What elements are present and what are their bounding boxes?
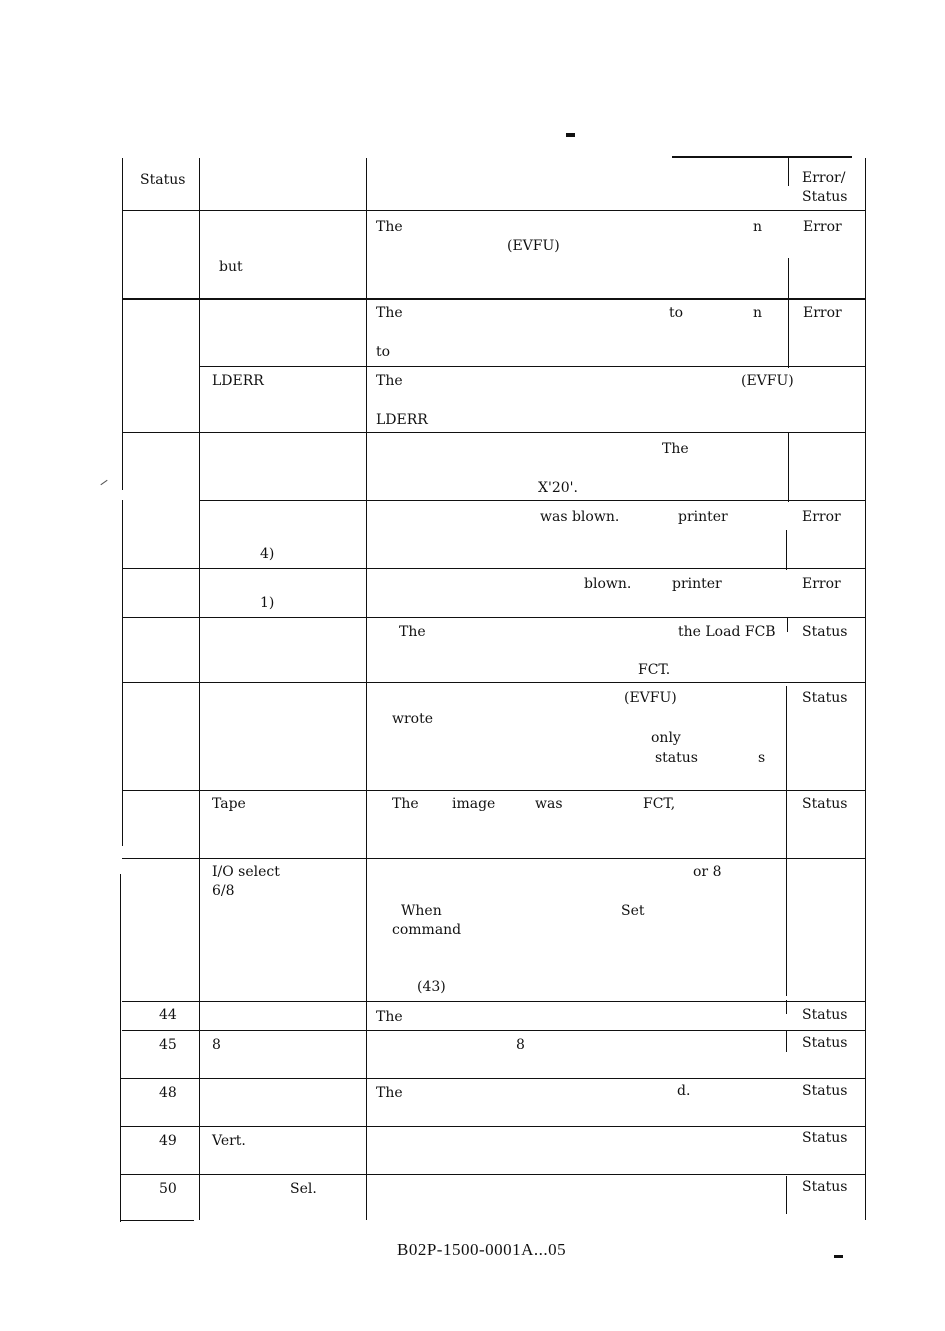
row-rule-9	[122, 790, 866, 791]
row-rule-13	[120, 1078, 866, 1079]
row-7-cell-3: Status	[802, 624, 848, 640]
row-9-cell-6: Status	[802, 796, 848, 812]
row-9-cell-2: The	[392, 796, 419, 812]
row-rule-12	[122, 1030, 866, 1031]
rule-col3e	[787, 618, 788, 632]
row-5-cell-3: Error	[802, 509, 841, 525]
rule-left	[122, 158, 123, 490]
row-8-cell-1: (EVFU)	[624, 690, 677, 706]
row-12-cell-3: 8	[516, 1037, 525, 1053]
row-10-cell-2: or 8	[693, 864, 722, 880]
row-2-cell-5: to	[376, 344, 391, 360]
row-12-cell-4: Status	[802, 1035, 848, 1051]
row-9-cell-1: Tape	[212, 796, 246, 812]
rule-col3	[788, 158, 789, 186]
row-13-cell-3: d.	[677, 1083, 691, 1099]
row-1-cell-2: n	[753, 219, 763, 235]
row-10-cell-5: Set	[621, 903, 645, 919]
row-6-cell-1: blown.	[584, 576, 632, 592]
row-1-cell-3: Error	[803, 219, 842, 235]
row-rule-10	[122, 858, 866, 859]
row-1-cell-1: The	[376, 219, 403, 235]
row-1-cell-4: (EVFU)	[507, 238, 560, 254]
row-rule-15	[120, 1174, 866, 1175]
row-3-cell-2: The	[376, 373, 403, 389]
row-8-cell-6: s	[758, 750, 766, 766]
row-3-cell-4: LDERR	[376, 412, 428, 428]
row-5-cell-2: printer	[678, 509, 728, 525]
row-15-cell-2: Sel.	[290, 1181, 317, 1197]
rule-col2	[366, 158, 367, 1220]
row-12-cell-1: 45	[159, 1037, 177, 1053]
rule-col3i	[786, 1176, 787, 1214]
row-rule-11	[122, 1001, 866, 1002]
row-8-cell-4: only	[651, 730, 681, 746]
row-5-cell-1: was blown.	[540, 509, 620, 525]
row-rule-7	[122, 617, 866, 618]
row-1-cell-5: but	[219, 259, 243, 275]
row-10-cell-1: I/O select	[212, 864, 280, 880]
rule-col3g	[786, 1000, 787, 1014]
row-10-cell-6: command	[392, 922, 462, 938]
row-6-cell-2: printer	[672, 576, 722, 592]
header-error-status-2: Status	[802, 189, 848, 205]
row-15-cell-3: Status	[802, 1179, 848, 1195]
row-13-cell-2: The	[376, 1085, 403, 1101]
row-14-cell-2: Vert.	[212, 1133, 246, 1149]
row-10-cell-3: 6/8	[212, 883, 235, 899]
rule-right	[865, 158, 866, 1220]
row-rule-8	[122, 682, 866, 683]
row-8-cell-2: Status	[802, 690, 848, 706]
rule-col3b	[788, 258, 789, 368]
row-2-cell-1: The	[376, 305, 403, 321]
row-6-cell-4: 1)	[260, 595, 275, 611]
rule-col3h	[786, 1030, 787, 1052]
margin-mark	[100, 480, 107, 485]
row-rule-6	[122, 568, 866, 569]
row-7-cell-4: FCT.	[638, 662, 671, 678]
row-12-cell-2: 8	[212, 1037, 221, 1053]
row-14-cell-3: Status	[802, 1130, 848, 1146]
row-3-cell-1: LDERR	[212, 373, 264, 389]
rule-left-3	[120, 874, 121, 1222]
header-error-status-1: Error/	[802, 170, 846, 186]
header-dash-mark	[566, 133, 575, 137]
row-8-cell-3: wrote	[392, 711, 434, 727]
row-14-cell-1: 49	[159, 1133, 177, 1149]
row-9-cell-3: image	[452, 796, 496, 812]
row-rule-14	[120, 1126, 866, 1127]
row-11-cell-2: The	[376, 1009, 403, 1025]
header-status: Status	[140, 172, 186, 188]
row-11-cell-1: 44	[159, 1007, 177, 1023]
row-2-cell-2: to	[669, 305, 684, 321]
row-7-cell-2: the Load FCB	[678, 624, 776, 640]
status-code-table	[122, 158, 866, 1220]
row-2-cell-3: n	[753, 305, 763, 321]
rule-col3f	[786, 686, 787, 996]
row-3-cell-3: (EVFU)	[741, 373, 794, 389]
row-11-cell-3: Status	[802, 1007, 848, 1023]
row-8-cell-5: status	[655, 750, 698, 766]
rule-col3d	[786, 530, 787, 570]
row-7-cell-1: The	[399, 624, 426, 640]
document-id: B02P-1500-0001A...05	[397, 1240, 567, 1259]
row-15-cell-1: 50	[159, 1181, 177, 1197]
rule-col3c	[788, 432, 789, 502]
row-5-cell-4: 4)	[260, 546, 275, 562]
row-rule-4	[122, 432, 866, 433]
rule-left-2	[122, 500, 123, 846]
row-10-cell-7: (43)	[417, 979, 446, 995]
row-rule-bottom	[120, 1220, 194, 1221]
row-rule-2	[122, 298, 866, 300]
row-9-cell-5: FCT,	[643, 796, 676, 812]
row-13-cell-1: 48	[159, 1085, 177, 1101]
row-rule-5	[199, 500, 866, 501]
row-10-cell-4: When	[401, 903, 442, 919]
row-4-cell-1: The	[662, 441, 689, 457]
footer-dash-mark	[834, 1255, 843, 1258]
row-rule-1	[122, 210, 866, 211]
row-4-cell-2: X'20'.	[538, 480, 578, 496]
row-2-cell-4: Error	[803, 305, 842, 321]
row-9-cell-4: was	[535, 796, 563, 812]
rule-col1	[199, 158, 200, 1220]
row-rule-3	[199, 366, 866, 367]
row-6-cell-3: Error	[802, 576, 841, 592]
row-13-cell-4: Status	[802, 1083, 848, 1099]
